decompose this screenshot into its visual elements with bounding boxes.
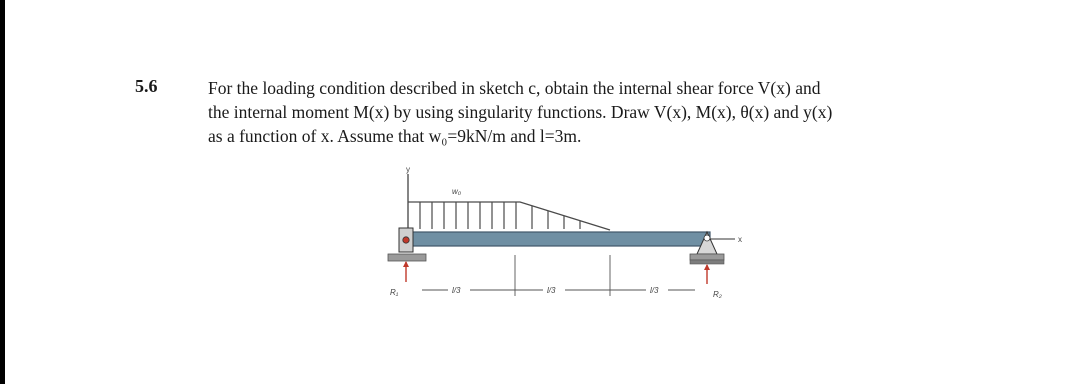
distributed-load-arrows xyxy=(420,202,580,229)
problem-line-2: the internal moment M(x) by using singularity functions. Draw V(x), M(x), θ(x) and y(x) xyxy=(208,102,833,122)
right-reaction-arrowhead xyxy=(704,264,710,270)
y-axis-label: y xyxy=(406,165,410,174)
left-reaction-label: R₁ xyxy=(390,288,399,297)
problem-line-1: For the loading condition described in sketch c, obtain the internal shear force V(x) and xyxy=(208,78,821,98)
beam-sketch xyxy=(360,162,760,312)
segment-label-3: l/3 xyxy=(650,286,659,295)
segment-label-2: l/3 xyxy=(547,286,556,295)
x-axis-label: x xyxy=(738,235,742,244)
problem-statement xyxy=(208,76,1008,148)
segment-label-1: l/3 xyxy=(452,286,461,295)
left-reaction-arrowhead xyxy=(403,261,409,267)
problem-line-3: as a function of x. Assume that w₀=9kN/m and l=3m. xyxy=(208,126,582,146)
problem-number: 5.6 xyxy=(135,76,158,96)
beam xyxy=(400,232,710,246)
load-label: w₀ xyxy=(452,187,462,196)
right-reaction-label: R₂ xyxy=(713,290,722,299)
page-left-border xyxy=(0,0,5,384)
beam-sketch-svg xyxy=(360,162,760,312)
